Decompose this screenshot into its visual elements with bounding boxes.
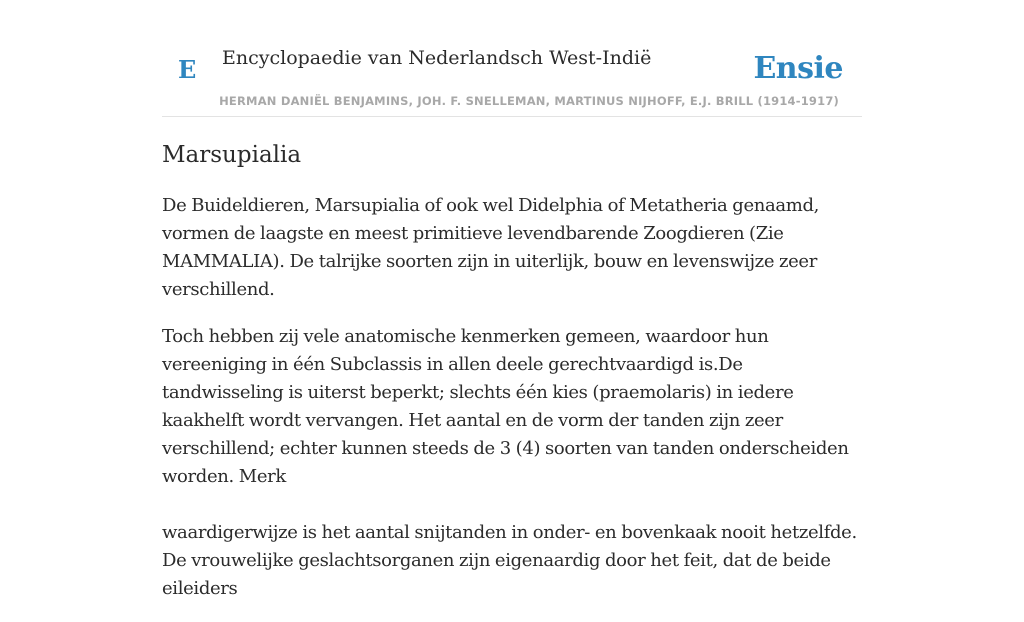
encyclopedia-title[interactable]: Encyclopaedie van Nederlandsch West-Indië [222,47,652,69]
ensie-logo[interactable]: Ensie [753,51,843,86]
article-paragraph-3: waardigerwijze is het aantal snijtanden in onder- en bovenkaak nooit hetzelfde. De vrouwelijke geslachtsorganen zijn eigenaardig door het feit, dat de beide eileiders [162,522,857,599]
encyclopedia-logo[interactable]: E [178,55,197,84]
header [162,0,862,117]
article-paragraph-2: Toch hebben zij vele anatomische kenmerken gemeen, waardoor hun vereeniging in één Subclassis in allen deele gerechtvaardigd is.De tandwisseling is uiterst beperkt; slechts één kies (praemolaris) in iedere kaakhelft wordt vervangen. Het aantal en de vorm der tanden zijn zeer verschillend; echter kunnen steeds de 3 (4) soorten van tanden onderscheiden worden. Merk [162,326,849,487]
page [162,0,862,599]
authors-line: HERMAN DANIËL BENJAMINS, JOH. F. SNELLEMAN, MARTINUS NIJHOFF, E.J. BRILL (1914-1917) [219,94,839,108]
article-paragraph-1: De Buideldieren, Marsupialia of ook wel Didelphia of Metatheria genaamd, vormen de laagste en meest primitieve levendbarende Zoogdieren (Zie MAMMALIA). De talrijke soorten zijn in uiterlijk, bouw en levenswijze zeer verschillend. [162,195,820,300]
article-body [162,192,862,622]
article-title: Marsupialia [162,142,302,168]
